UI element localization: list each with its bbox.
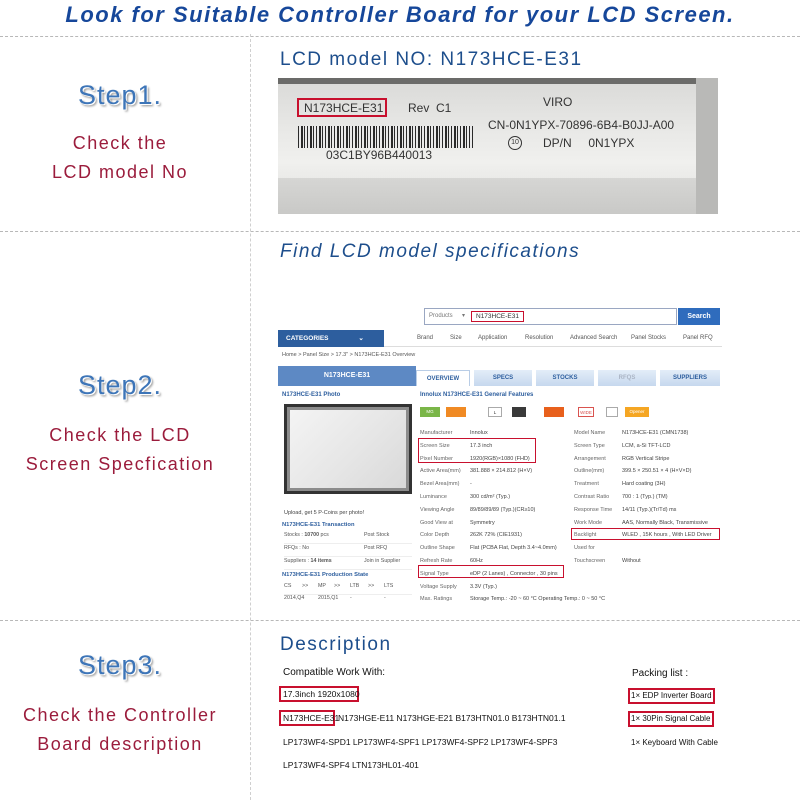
transaction-row-stocks: [284, 532, 412, 544]
spec-left-value: 262K 72% (CIE1931): [470, 532, 522, 539]
lcd-panel-photo: [284, 404, 412, 494]
spec-left-label: Active Area(mm): [420, 468, 461, 475]
production-cell: 2015,Q1: [318, 595, 339, 601]
compatible-models-line-2: LP173WF4-SPD1 LP173WF4-SPF1 LP173WF4-SPF2 LP173WF4-SPF3: [283, 737, 558, 747]
lcd-label-photo: [278, 78, 718, 214]
spec-right-label: Backlight: [574, 532, 597, 539]
transaction-label: Stocks :: [284, 532, 305, 538]
spec-left-value: Flat (PCBA Flat, Depth 3.4~4.0mm): [470, 545, 557, 552]
spec-right-label: Model Name: [574, 430, 606, 436]
spec-left-label: Bezel Area(mm): [420, 481, 460, 488]
production-cell: >>: [334, 583, 341, 589]
spec-right-label: Contrast Ratio: [574, 494, 610, 500]
breadcrumb[interactable]: Home > Panel Size > 17.3" > N173HCE-E31 Overview: [282, 352, 416, 358]
spec-left-value: 381.888 × 214.812 (H×V): [470, 468, 533, 475]
step1-subtitle-2: LCD model No: [51, 162, 189, 182]
spec-left-label: Signal Type: [420, 570, 449, 577]
production-row-2: [284, 595, 412, 605]
production-cell: >>: [368, 583, 375, 589]
spec-right-value: 399.5 × 250.51 × 4 (H×V×D): [622, 468, 692, 475]
spec-left-label: Luminance: [420, 494, 447, 500]
spec-right-label: Used for: [574, 545, 595, 552]
web-navbar: [278, 330, 722, 347]
search-query-input[interactable]: N173HCE-E31: [471, 311, 524, 322]
spec-right-label: Screen Type: [574, 442, 605, 449]
signal-type-highlight: [418, 565, 564, 578]
spec-right-value: Hard coating (3H): [622, 481, 666, 488]
logo-badge: WIDE: [578, 407, 594, 417]
logo-badge: L: [488, 407, 502, 417]
chevron-down-icon: ⌄: [358, 335, 364, 342]
step3-subtitle-1: Check the Controller: [22, 705, 218, 725]
photo-dark-edge: [278, 78, 718, 84]
step2-subtitle-2: Screen Specfication: [25, 454, 215, 474]
spec-right-value: WLED , 15K hours , With LED Driver: [622, 532, 712, 539]
compatible-models-line-3: LP173WF4-SPF4 LTN173HL01-401: [283, 760, 419, 770]
spec-left-value: 300 cd/m² (Typ.): [470, 494, 511, 500]
logo-badge: [544, 407, 564, 417]
photo-serial: 03C1BY96B440013: [326, 148, 433, 162]
spec-left-label: Viewing Angle: [420, 506, 455, 513]
specs-section-heading: Innolux N173HCE-E31 General Features: [420, 392, 534, 398]
post-stock-link[interactable]: Post Stock: [364, 532, 390, 538]
step2-subtitle-1: Check the LCD: [49, 425, 191, 445]
nav-application[interactable]: Application: [478, 335, 508, 341]
chevron-down-icon[interactable]: ▾: [462, 313, 466, 319]
page-title: Look for Suitable Controller Board for your LCD Screen.: [65, 2, 735, 27]
step1-subtitle-1: Check the: [72, 133, 168, 153]
photo-viro: VIRO: [543, 95, 573, 109]
nav-advanced-search[interactable]: Advanced Search: [570, 335, 618, 341]
transaction-heading: N173HCE-E31 Transaction: [282, 522, 355, 528]
logo-badge: [512, 407, 526, 417]
spec-right-label: Arrangement: [574, 455, 606, 462]
step3-title: Step3.: [77, 650, 163, 680]
tab-stocks[interactable]: STOCKS: [536, 370, 594, 386]
barcode-image: [298, 126, 473, 148]
production-cell: 2014,Q4: [284, 595, 305, 601]
screen-size-highlight: [418, 438, 536, 463]
spec-left-label: Manufacturer: [420, 430, 453, 436]
photo-dpn: DP/N 0N1YPX: [543, 136, 635, 150]
spec-right-label: Response Time: [574, 506, 613, 513]
compatible-model: N173HCE-E31: [283, 713, 340, 723]
spec-right-label: Treatment: [574, 481, 599, 488]
logo-badge: [446, 407, 466, 417]
spec-right-value: 700 : 1 (Typ.) (TM): [622, 494, 668, 500]
production-cell: LTB: [350, 583, 360, 589]
spec-left-value: Innolux: [470, 430, 488, 436]
production-cell: CS: [284, 583, 292, 589]
production-row-1: [284, 583, 412, 595]
logo-badge: Opener: [625, 407, 649, 417]
spec-left-label: Outline Shape: [420, 545, 455, 552]
spec-right-value: RGB Vertical Stripe: [622, 455, 670, 462]
spec-right-value: 14/11 (Typ.)(Tr/Td) ms: [622, 506, 677, 513]
model-header: N173HCE-E31: [278, 366, 416, 386]
compatible-size: 17.3inch 1920x1080: [283, 689, 360, 699]
tab-specs[interactable]: SPECS: [474, 370, 532, 386]
search-category[interactable]: Products: [429, 313, 453, 319]
spec-left-value: Storage Temp.: -20 ~ 60 °C Operating Temp.: 0 ~ 50 °C: [470, 596, 606, 603]
photo-model: N173HCE-E31: [304, 101, 384, 115]
spec-right-value: Without: [622, 558, 641, 564]
photo-cn: CN-0N1YPX-70896-6B4-B0JJ-A00: [488, 118, 675, 132]
production-cell: LTS: [384, 583, 394, 589]
search-button[interactable]: Search: [678, 308, 720, 325]
production-cell: -: [384, 595, 386, 601]
vertical-divider: [250, 34, 251, 800]
web-search-box[interactable]: [424, 308, 677, 325]
compatible-models-line-1: N173HGE-E11 N173HGE-E21 B173HTN01.0 B173HTN01.1: [338, 713, 566, 723]
packing-item-3: 1× Keyboard With Cable: [631, 738, 718, 747]
divider-top: [0, 36, 800, 37]
spec-right-label: Outline(mm): [574, 468, 605, 475]
step3-subtitle-2: Board description: [37, 734, 203, 754]
spec-left-label: Color Depth: [420, 532, 450, 539]
step1-title: Step1.: [77, 80, 163, 110]
photo-section-heading: N173HCE-E31 Photo: [282, 392, 341, 398]
step2-heading: Find LCD model specifications: [280, 241, 581, 262]
categories-label: CATEGORIES: [286, 335, 329, 342]
packing-item-2: 1× 30Pin Signal Cable: [631, 714, 711, 723]
divider-1: [0, 231, 800, 232]
tab-suppliers[interactable]: SUPPLIERS: [660, 370, 720, 386]
divider-2: [0, 620, 800, 621]
spec-left-value: 89/89/89/89 (Typ.)(CR≥10): [470, 506, 536, 513]
transaction-label: RFQs : No: [284, 545, 310, 551]
spec-right-value: LCM, a-Si TFT-LCD: [622, 442, 671, 449]
production-cell: >>: [302, 583, 309, 589]
packing-item-1: 1× EDP Inverter Board: [631, 691, 712, 700]
spec-right-value: N173HCE-E31 (CMN1738): [622, 430, 689, 436]
spec-webpage: [278, 303, 722, 605]
transaction-row-rfqs: [284, 545, 412, 557]
nav-size[interactable]: Size: [450, 335, 462, 341]
step3-heading: Description: [280, 634, 392, 655]
nav-panel-stocks[interactable]: Panel Stocks: [631, 335, 667, 341]
logo-badge: MG: [420, 407, 440, 417]
certification-mark-icon: 10: [508, 136, 522, 150]
transaction-label: Suppliers :: [284, 558, 311, 564]
nav-panel-rfq[interactable]: Panel RFQ: [683, 335, 713, 341]
spec-right-label: Touchscreen: [574, 558, 606, 564]
lcd-panel-surface: [290, 410, 406, 488]
spec-left-label: Refresh Rate: [420, 558, 453, 564]
spec-right-label: Work Mode: [574, 519, 603, 526]
spec-left-label: Pixel Number: [420, 455, 454, 462]
nav-resolution[interactable]: Resolution: [525, 335, 554, 341]
photo-right-edge: [696, 78, 718, 214]
step2-title: Step2.: [77, 370, 163, 400]
tab-overview[interactable]: OVERVIEW: [416, 370, 470, 386]
transaction-value: 14 items: [310, 558, 332, 564]
spec-right-value: AAS, Normally Black, Transmissive: [622, 519, 708, 526]
transaction-row-suppliers: [284, 558, 412, 570]
spec-left-label: Good View at: [420, 519, 453, 526]
production-cell: MP: [318, 583, 326, 589]
backlight-highlight: [571, 528, 720, 540]
spec-left-value: Symmetry: [470, 519, 495, 526]
categories-menu[interactable]: [278, 330, 384, 347]
spec-left-value: -: [470, 481, 472, 488]
spec-left-value: eDP (2 Lanes) , Connector , 30 pins: [470, 570, 558, 577]
post-rfq-link[interactable]: Post RFQ: [364, 545, 388, 551]
photo-lower-band: [278, 178, 718, 214]
compatible-label: Compatible Work With:: [283, 667, 386, 678]
nav-brand[interactable]: Brand: [417, 335, 434, 341]
spec-left-value: 17.3 inch: [470, 442, 493, 449]
logo-badge: [606, 407, 618, 417]
packing-label: Packing list :: [632, 668, 689, 679]
transaction-value: 10700: [304, 532, 320, 538]
spec-left-value: 60Hz: [470, 558, 483, 564]
tab-rfqs[interactable]: RFQS: [598, 370, 656, 386]
spec-left-value: 1920(RGB)×1080 (FHD): [470, 455, 530, 462]
production-heading: N173HCE-E31 Production State: [282, 572, 369, 578]
upload-text[interactable]: Upload, get 5 P-Coins per photo!: [284, 510, 365, 516]
spec-left-label: Screen Size: [420, 442, 450, 449]
production-cell: -: [350, 595, 352, 601]
photo-rev: Rev C1: [408, 101, 452, 115]
transaction-suffix: pcs: [319, 532, 329, 538]
spec-left-label: Voltage Supply: [420, 583, 457, 590]
spec-left-label: Max. Ratings: [420, 596, 453, 603]
step1-heading: LCD model NO: N173HCE-E31: [280, 49, 583, 70]
spec-left-value: 3.3V (Typ.): [470, 583, 497, 590]
join-supplier-link[interactable]: Join in Supplier: [364, 558, 401, 564]
